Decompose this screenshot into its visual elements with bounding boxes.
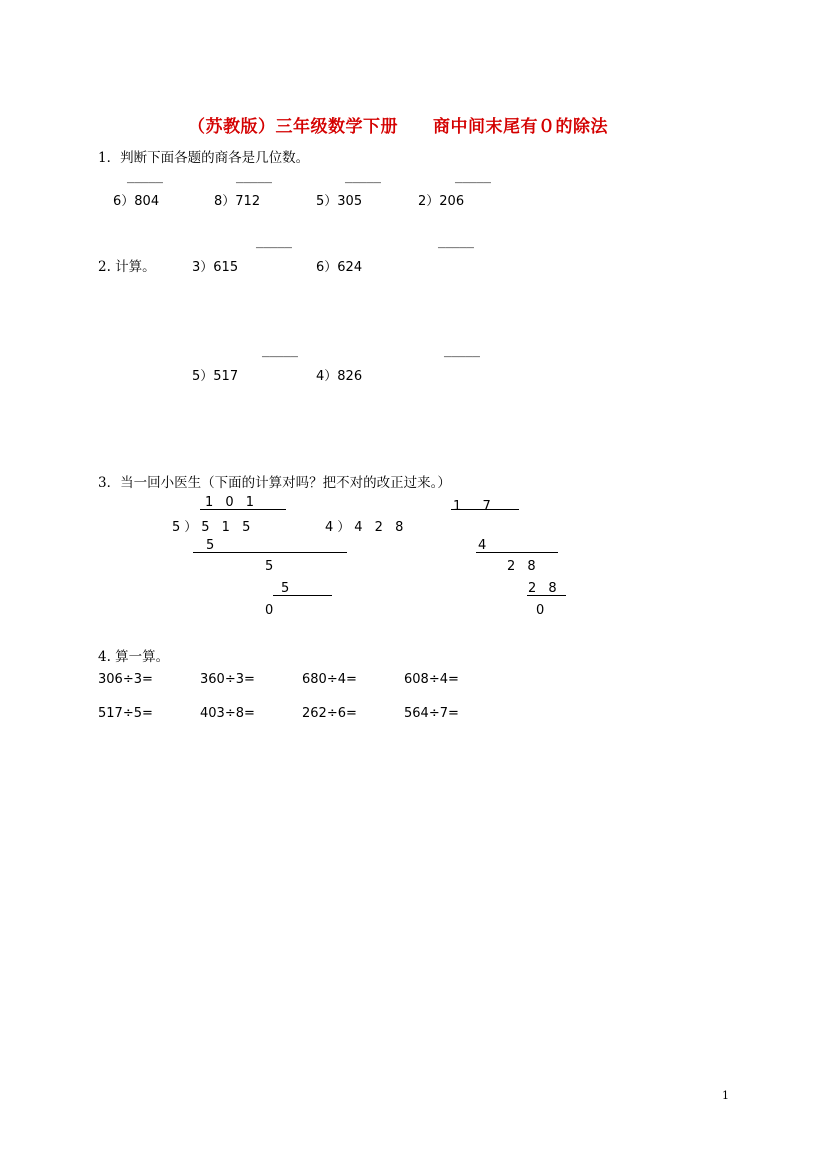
division-problem: 4）826 [316,369,363,384]
question-1-heading: 1．判断下面各题的商各是几位数。 [98,150,310,166]
division-bar [451,509,519,510]
subtraction-step: 2 8 [528,581,561,596]
question-4-heading: 4. 算一算。 [98,649,170,665]
subtraction-step: 4 [478,538,487,553]
division-problem: 5）305 [316,194,363,209]
quotient: 1 7 [453,499,491,514]
dividend: 4）4 2 8 [325,520,408,535]
subtraction-step: 5 [281,581,290,596]
division-expression: 608÷4= [404,672,459,687]
quotient-blank: _____ [444,346,481,360]
remainder: 0 [265,603,274,618]
dividend: 5）5 1 5 [172,520,255,535]
remainder: 0 [536,603,545,618]
quotient-blank: _____ [438,237,475,251]
quotient-blank: _____ [455,172,492,186]
division-problem: 8）712 [214,194,261,209]
quotient-blank: _____ [256,237,293,251]
quotient-blank: _____ [345,172,382,186]
question-3-heading: 3．当一回小医生（下面的计算对吗？把不对的改正过来。） [98,475,451,491]
subtraction-line [273,595,332,596]
subtraction-step: 5 [206,538,215,553]
quotient: 1 0 1 [205,495,259,510]
division-expression: 680÷4= [302,672,357,687]
quotient-blank: _____ [127,172,164,186]
subtraction-step: 5 [265,559,274,574]
subtraction-step: 2 8 [507,559,540,574]
subtraction-line [476,552,558,553]
division-expression: 360÷3= [200,672,255,687]
division-problem: 6）804 [113,194,160,209]
subtraction-line [193,552,347,553]
division-expression: 306÷3= [98,672,153,687]
division-expression: 403÷8= [200,706,255,721]
division-bar [200,509,286,510]
division-problem: 6）624 [316,260,363,275]
division-problem: 3）615 [192,260,239,275]
division-problem: 5）517 [192,369,239,384]
page-number: 1 [722,1089,729,1102]
question-2-heading: 2. 计算。 [98,259,156,275]
division-expression: 564÷7= [404,706,459,721]
subtraction-line [527,595,566,596]
division-expression: 262÷6= [302,706,357,721]
page-title: （苏教版）三年级数学下册 商中间末尾有０的除法 [188,117,608,137]
division-problem: 2）206 [418,194,465,209]
division-expression: 517÷5= [98,706,153,721]
quotient-blank: _____ [262,346,299,360]
quotient-blank: _____ [236,172,273,186]
